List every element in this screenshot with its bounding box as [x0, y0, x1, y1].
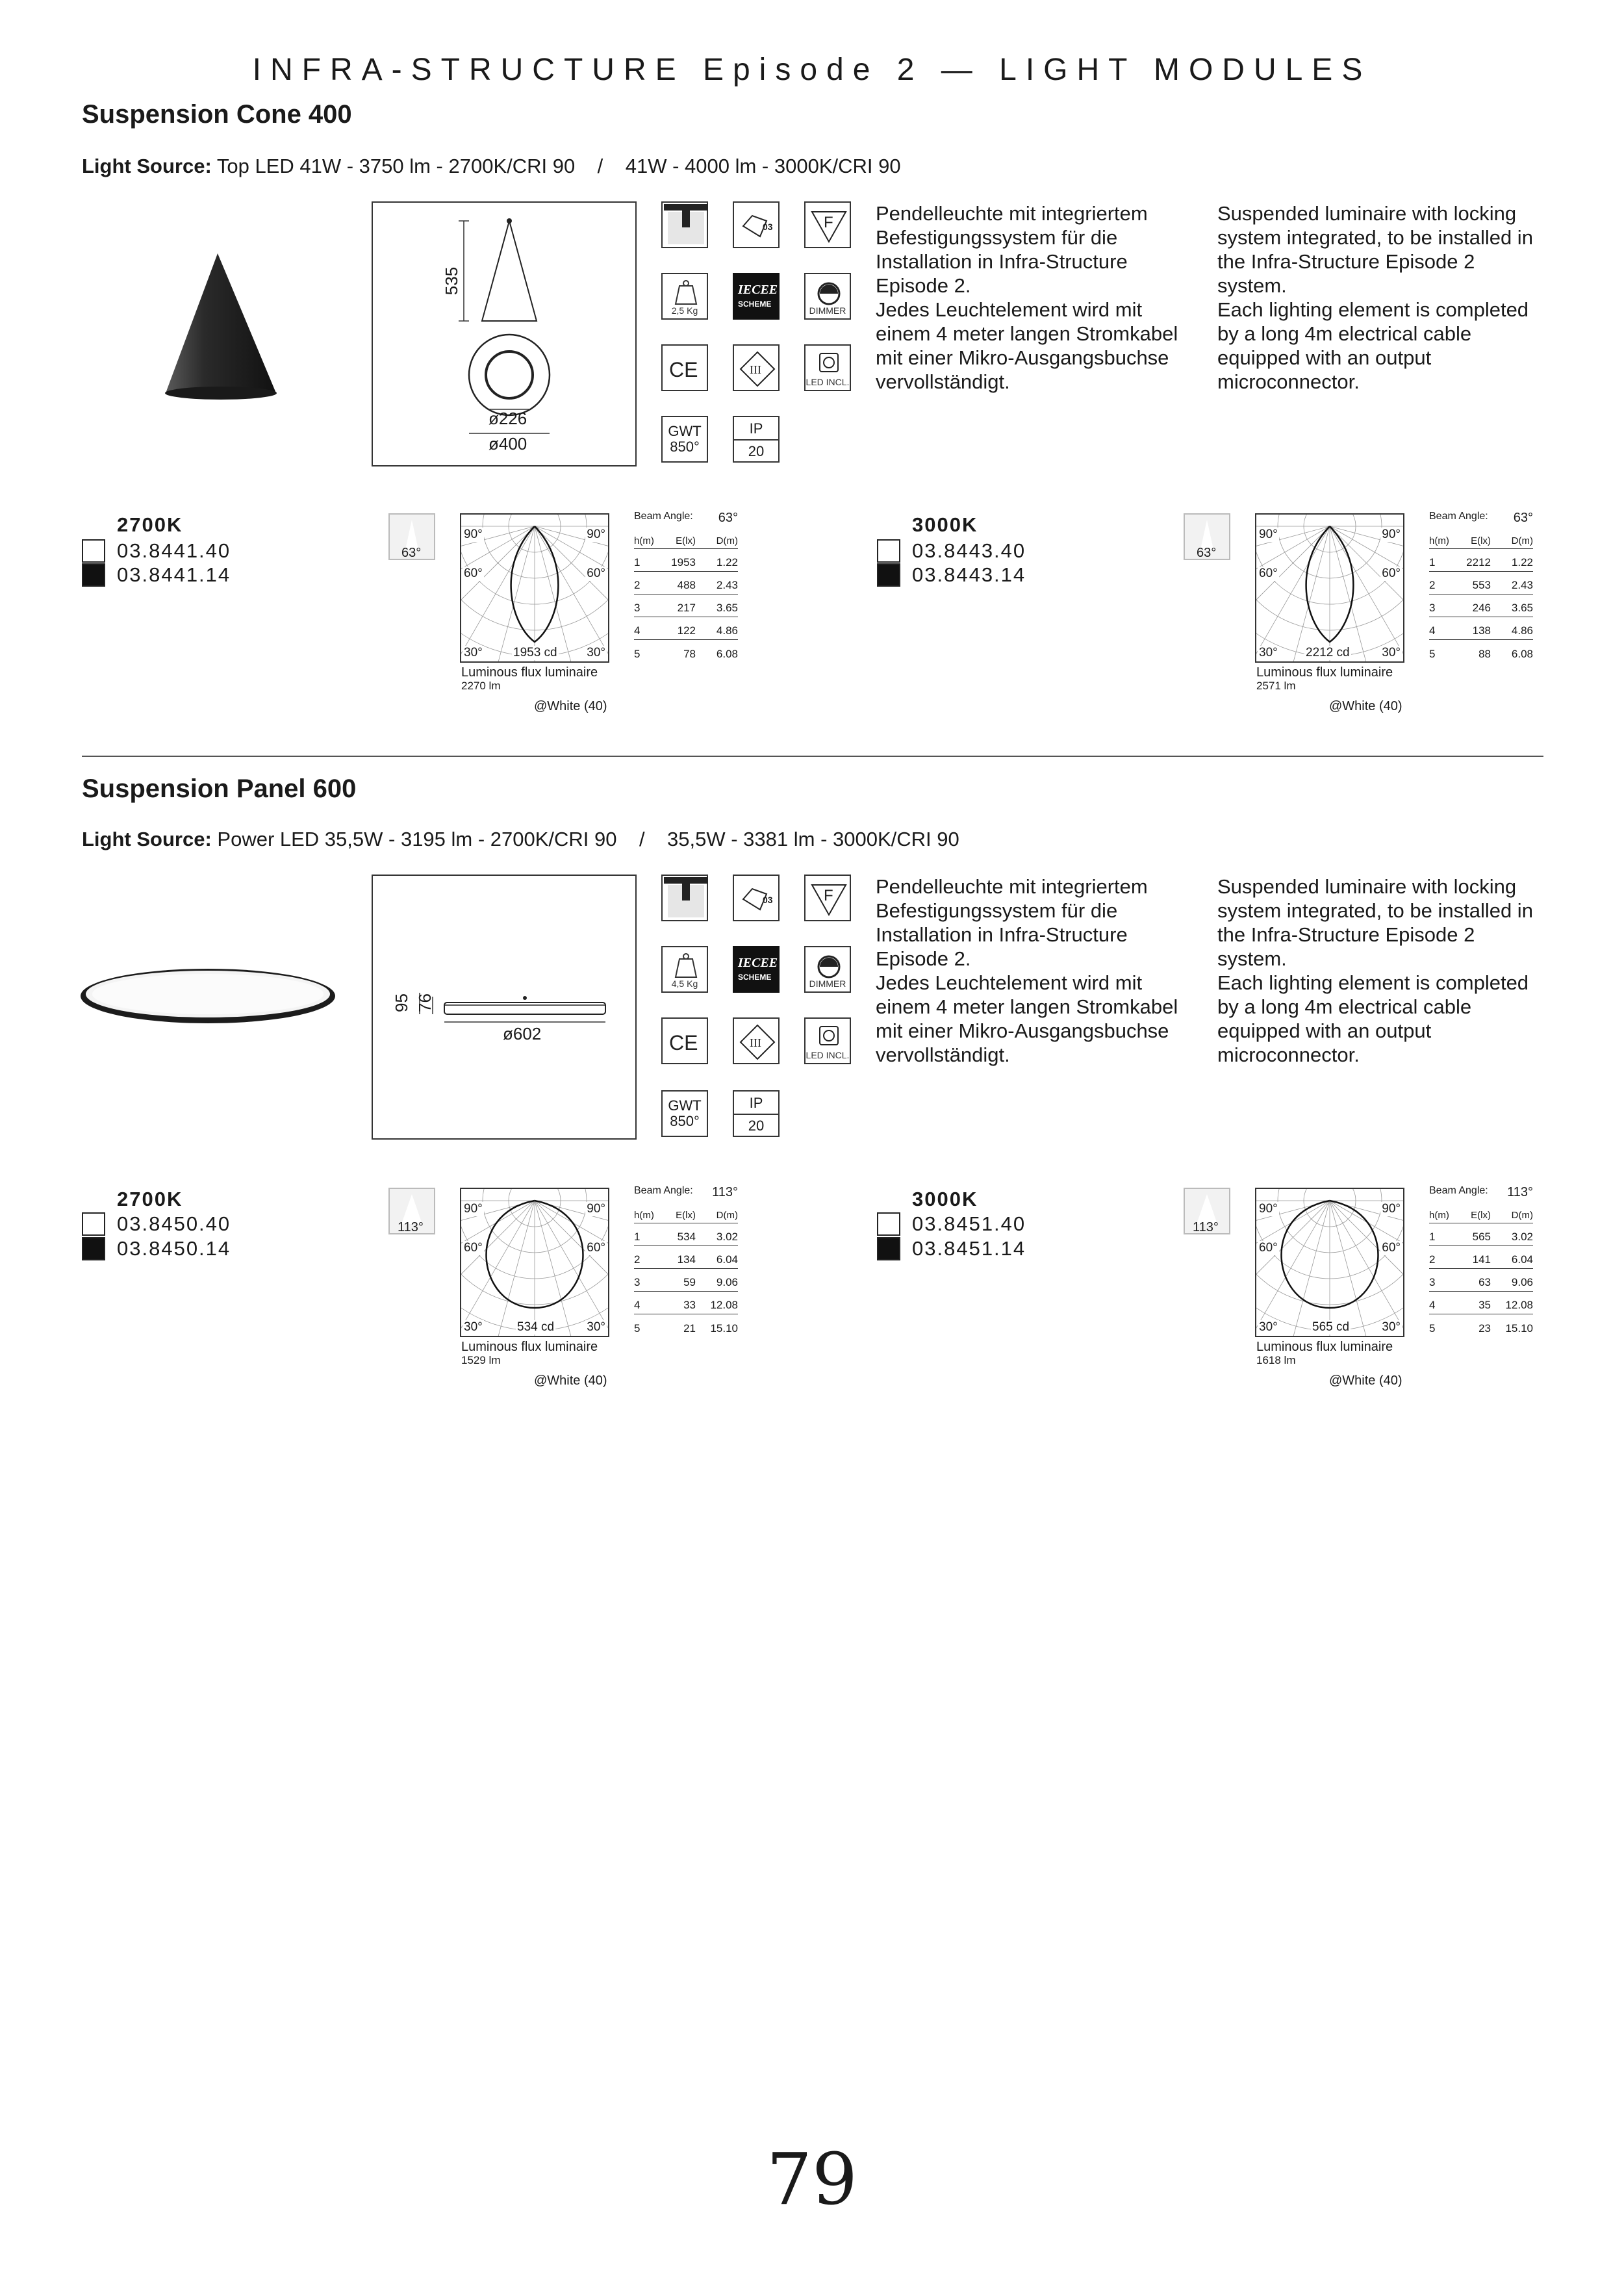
ce-text: CE: [669, 1031, 698, 1054]
polar-label: 60°: [587, 567, 605, 580]
flux-value: 2571 lm: [1256, 680, 1296, 692]
flux-label: Luminous flux luminaire: [1256, 1340, 1393, 1354]
th-illuminance: E(lx): [676, 535, 696, 546]
polar-label: 90°: [587, 1202, 605, 1216]
table-row: 4 33 12.08: [634, 1292, 738, 1314]
polar-label: 30°: [464, 646, 483, 659]
weight-icon: [661, 946, 708, 993]
flux-label: Luminous flux luminaire: [461, 1340, 598, 1354]
table-row: 5 78 6.08: [634, 648, 738, 660]
finish-note: @White (40): [534, 699, 607, 713]
th-height: h(m): [1429, 535, 1449, 546]
polar-label: 30°: [464, 1320, 483, 1334]
polar-label: 30°: [1382, 646, 1401, 659]
light-source-label: Light Source:: [82, 155, 212, 177]
ce-mark-icon: [661, 1017, 708, 1064]
ik-value: 03: [763, 222, 773, 232]
white-finish-swatch: [82, 1212, 105, 1236]
black-finish-swatch: [877, 563, 900, 587]
peak-cd: 565 cd: [1312, 1320, 1350, 1334]
table-row: 3 59 9.06: [634, 1269, 738, 1292]
iecee-icon: [733, 273, 780, 320]
polar-diagram: [1255, 1188, 1404, 1337]
polar-label: 30°: [1259, 1320, 1278, 1334]
polar-label: 90°: [1259, 528, 1278, 541]
beam-value: 63°: [401, 546, 422, 560]
f-mark-text: F: [824, 887, 833, 904]
beam-angle-value: 113°: [712, 1185, 738, 1199]
polar-label: 60°: [1382, 1241, 1401, 1255]
beam-angle-label: Beam Angle:: [1429, 511, 1488, 522]
polar-label: 30°: [1259, 646, 1278, 659]
f-mark-text: F: [824, 214, 833, 231]
table-row: 2 134 6.04: [634, 1246, 738, 1269]
peak-cd: 1953 cd: [513, 646, 557, 659]
beam-value: 113°: [1193, 1220, 1219, 1234]
dimension-drawing: [372, 201, 637, 466]
description-de: Pendelleuchte mit integriertem Befestigungssystem für die Installation in Infra-Structure Episode 2. Jedes Leuchtelement wird mit einem 4 meter langen Stromkabel mit einer Mikro-Ausgangsbuchse vervollständigt.: [876, 202, 1178, 393]
cct-label: 2700K: [117, 1188, 183, 1210]
black-finish-swatch: [82, 563, 105, 587]
dim-diameter: ø602: [503, 1024, 542, 1043]
polar-label: 90°: [587, 528, 605, 541]
flux-label: Luminous flux luminaire: [1256, 665, 1393, 680]
finish-note: @White (40): [534, 1373, 607, 1388]
polar-diagram: [460, 1188, 609, 1337]
code-white: 03.8441.40: [117, 539, 231, 562]
black-finish-swatch: [82, 1237, 105, 1260]
ik-rating-icon: [733, 875, 780, 921]
finish-note: @White (40): [1329, 699, 1402, 713]
th-diameter: D(m): [1511, 1210, 1533, 1221]
polar-label: 60°: [1259, 567, 1278, 580]
ip-value: 20: [748, 443, 765, 459]
white-finish-swatch: [82, 539, 105, 563]
th-illuminance: E(lx): [676, 1210, 696, 1221]
ip-value: 20: [748, 1118, 765, 1134]
class-iii-icon: [733, 344, 780, 391]
table-row: 1 1953 1.22: [634, 549, 738, 572]
class-text: III: [750, 1036, 761, 1049]
product-image-panel: [78, 960, 351, 1038]
photometric-table: [1429, 1185, 1533, 1337]
polar-label: 90°: [1259, 1202, 1278, 1216]
led-included-label: LED INCL.: [806, 377, 850, 387]
dim-height-inner: 76: [414, 993, 435, 1012]
product-image-cone: [78, 253, 286, 409]
peak-cd: 534 cd: [517, 1320, 555, 1334]
table-row: 2 141 6.04: [1429, 1246, 1533, 1269]
gwt-badge: GWT 850°: [661, 1090, 708, 1137]
scheme-text: SCHEME: [738, 973, 772, 982]
page-number: 79: [767, 2138, 857, 2221]
table-row: 5 21 15.10: [634, 1322, 738, 1335]
code-black: 03.8441.14: [117, 563, 231, 586]
polar-label: 60°: [1382, 567, 1401, 580]
photometric-table: [634, 511, 738, 663]
led-included-icon: [804, 1017, 851, 1064]
beam-value: 113°: [398, 1220, 424, 1234]
code-white: 03.8451.40: [912, 1212, 1026, 1235]
th-height: h(m): [1429, 1210, 1449, 1221]
black-finish-swatch: [877, 1237, 900, 1260]
polar-label: 60°: [587, 1241, 605, 1255]
light-source: [82, 155, 901, 178]
description-en: Suspended luminaire with locking system integrated, to be installed in the Infra-Structure Episode 2 system. Each lighting element is completed by a long 4m electrical cable equipped with an output microconnector.: [1217, 202, 1533, 393]
flux-value: 1618 lm: [1256, 1354, 1296, 1366]
beam-angle-label: Beam Angle:: [634, 1185, 693, 1196]
scheme-text: SCHEME: [738, 300, 772, 309]
flux-label: Luminous flux luminaire: [461, 665, 598, 680]
section-divider: [82, 756, 1543, 757]
ce-mark-icon: [661, 344, 708, 391]
polar-label: 30°: [587, 646, 605, 659]
finish-note: @White (40): [1329, 1373, 1402, 1388]
dimmer-icon: [804, 946, 851, 993]
dim-height-outer: 95: [391, 993, 411, 1012]
weight-label: 4,5 Kg: [671, 978, 698, 989]
beam-angle-value: 63°: [1513, 511, 1533, 525]
gwt-badge: GWT 850°: [661, 416, 708, 463]
led-included-label: LED INCL.: [806, 1050, 850, 1060]
dimmer-label: DIMMER: [809, 305, 846, 316]
beam-angle-label: Beam Angle:: [634, 511, 693, 522]
ik-rating-icon: [733, 201, 780, 248]
flux-value: 1529 lm: [461, 1354, 501, 1366]
code-black: 03.8451.14: [912, 1237, 1026, 1260]
suspension-icon: [661, 875, 708, 921]
dimension-drawing: [372, 875, 637, 1140]
table-row: 4 122 4.86: [634, 617, 738, 640]
dimmer-label: DIMMER: [809, 978, 846, 989]
ip-label: IP: [734, 417, 778, 441]
table-row: 3 246 3.65: [1429, 594, 1533, 617]
ip-label: IP: [734, 1092, 778, 1115]
table-row: 1 2212 1.22: [1429, 549, 1533, 572]
class-text: III: [750, 363, 761, 376]
beam-value: 63°: [1197, 546, 1217, 560]
cct-label: 3000K: [912, 513, 978, 536]
ip-badge: [733, 416, 780, 463]
iecee-text: IECEE: [738, 283, 778, 297]
th-illuminance: E(lx): [1471, 1210, 1491, 1221]
table-row: 4 138 4.86: [1429, 617, 1533, 640]
polar-label: 90°: [464, 528, 483, 541]
led-included-icon: [804, 344, 851, 391]
white-finish-swatch: [877, 539, 900, 563]
light-source-text: Power LED 35,5W - 3195 lm - 2700K/CRI 90 / 35,5W - 3381 lm - 3000K/CRI 90: [217, 828, 959, 850]
polar-diagram: [1255, 513, 1404, 663]
table-row: 1 534 3.02: [634, 1223, 738, 1246]
beam-angle-value: 113°: [1507, 1185, 1533, 1199]
th-diameter: D(m): [716, 535, 738, 546]
weight-icon: [661, 273, 708, 320]
description-de: Pendelleuchte mit integriertem Befestigungssystem für die Installation in Infra-Structure Episode 2. Jedes Leuchtelement wird mit einem 4 meter langen Stromkabel mit einer Mikro-Ausgangsbuchse vervollständigt.: [876, 875, 1178, 1066]
suspension-icon: [661, 201, 708, 248]
product-title: Suspension Panel 600: [82, 774, 357, 803]
product-title: Suspension Cone 400: [82, 100, 352, 129]
polar-label: 90°: [1382, 528, 1401, 541]
photometric-table: [1429, 511, 1533, 663]
table-row: 1 565 3.02: [1429, 1223, 1533, 1246]
th-illuminance: E(lx): [1471, 535, 1491, 546]
page-title: INFRA-STRUCTURE Episode 2 — LIGHT MODULES: [252, 53, 1372, 87]
class-iii-icon: [733, 1017, 780, 1064]
polar-label: 60°: [1259, 1241, 1278, 1255]
iecee-icon: [733, 946, 780, 993]
weight-label: 2,5 Kg: [671, 305, 698, 316]
light-source-label: Light Source:: [82, 828, 212, 850]
th-diameter: D(m): [716, 1210, 738, 1221]
polar-diagram: [460, 513, 609, 663]
flux-value: 2270 lm: [461, 680, 501, 692]
cct-label: 3000K: [912, 1188, 978, 1210]
table-row: 2 488 2.43: [634, 572, 738, 594]
table-row: 4 35 12.08: [1429, 1292, 1533, 1314]
ce-text: CE: [669, 358, 698, 381]
description-en: Suspended luminaire with locking system integrated, to be installed in the Infra-Structure Episode 2 system. Each lighting element is completed by a long 4m electrical cable equipped with an output microconnector.: [1217, 875, 1533, 1066]
iecee-text: IECEE: [738, 956, 778, 970]
table-row: 2 553 2.43: [1429, 572, 1533, 594]
peak-cd: 2212 cd: [1306, 646, 1350, 659]
polar-label: 30°: [1382, 1320, 1401, 1334]
code-white: 03.8450.40: [117, 1212, 231, 1235]
light-source: [82, 828, 959, 851]
table-row: 5 88 6.08: [1429, 648, 1533, 660]
code-white: 03.8443.40: [912, 539, 1026, 562]
code-black: 03.8443.14: [912, 563, 1026, 586]
beam-angle-value: 63°: [718, 511, 738, 525]
dim-outer-diameter: ø400: [488, 434, 527, 454]
polar-label: 60°: [464, 567, 483, 580]
polar-label: 30°: [587, 1320, 605, 1334]
beam-angle-label: Beam Angle:: [1429, 1185, 1488, 1196]
th-height: h(m): [634, 535, 654, 546]
ip-badge: [733, 1090, 780, 1137]
code-black: 03.8450.14: [117, 1237, 231, 1260]
white-finish-swatch: [877, 1212, 900, 1236]
cct-label: 2700K: [117, 513, 183, 536]
table-row: 5 23 15.10: [1429, 1322, 1533, 1335]
polar-label: 60°: [464, 1241, 483, 1255]
table-row: 3 217 3.65: [634, 594, 738, 617]
table-row: 3 63 9.06: [1429, 1269, 1533, 1292]
ik-value: 03: [763, 895, 773, 905]
f-mark-icon: [804, 875, 851, 921]
f-mark-icon: [804, 201, 851, 248]
polar-label: 90°: [1382, 1202, 1401, 1216]
th-diameter: D(m): [1511, 535, 1533, 546]
polar-label: 90°: [464, 1202, 483, 1216]
th-height: h(m): [634, 1210, 654, 1221]
photometric-table: [634, 1185, 738, 1337]
dim-height: 535: [442, 266, 462, 296]
light-source-text: Top LED 41W - 3750 lm - 2700K/CRI 90 / 41W - 4000 lm - 3000K/CRI 90: [216, 155, 901, 177]
dim-inner-diameter: ø226: [488, 409, 527, 428]
dimmer-icon: [804, 273, 851, 320]
